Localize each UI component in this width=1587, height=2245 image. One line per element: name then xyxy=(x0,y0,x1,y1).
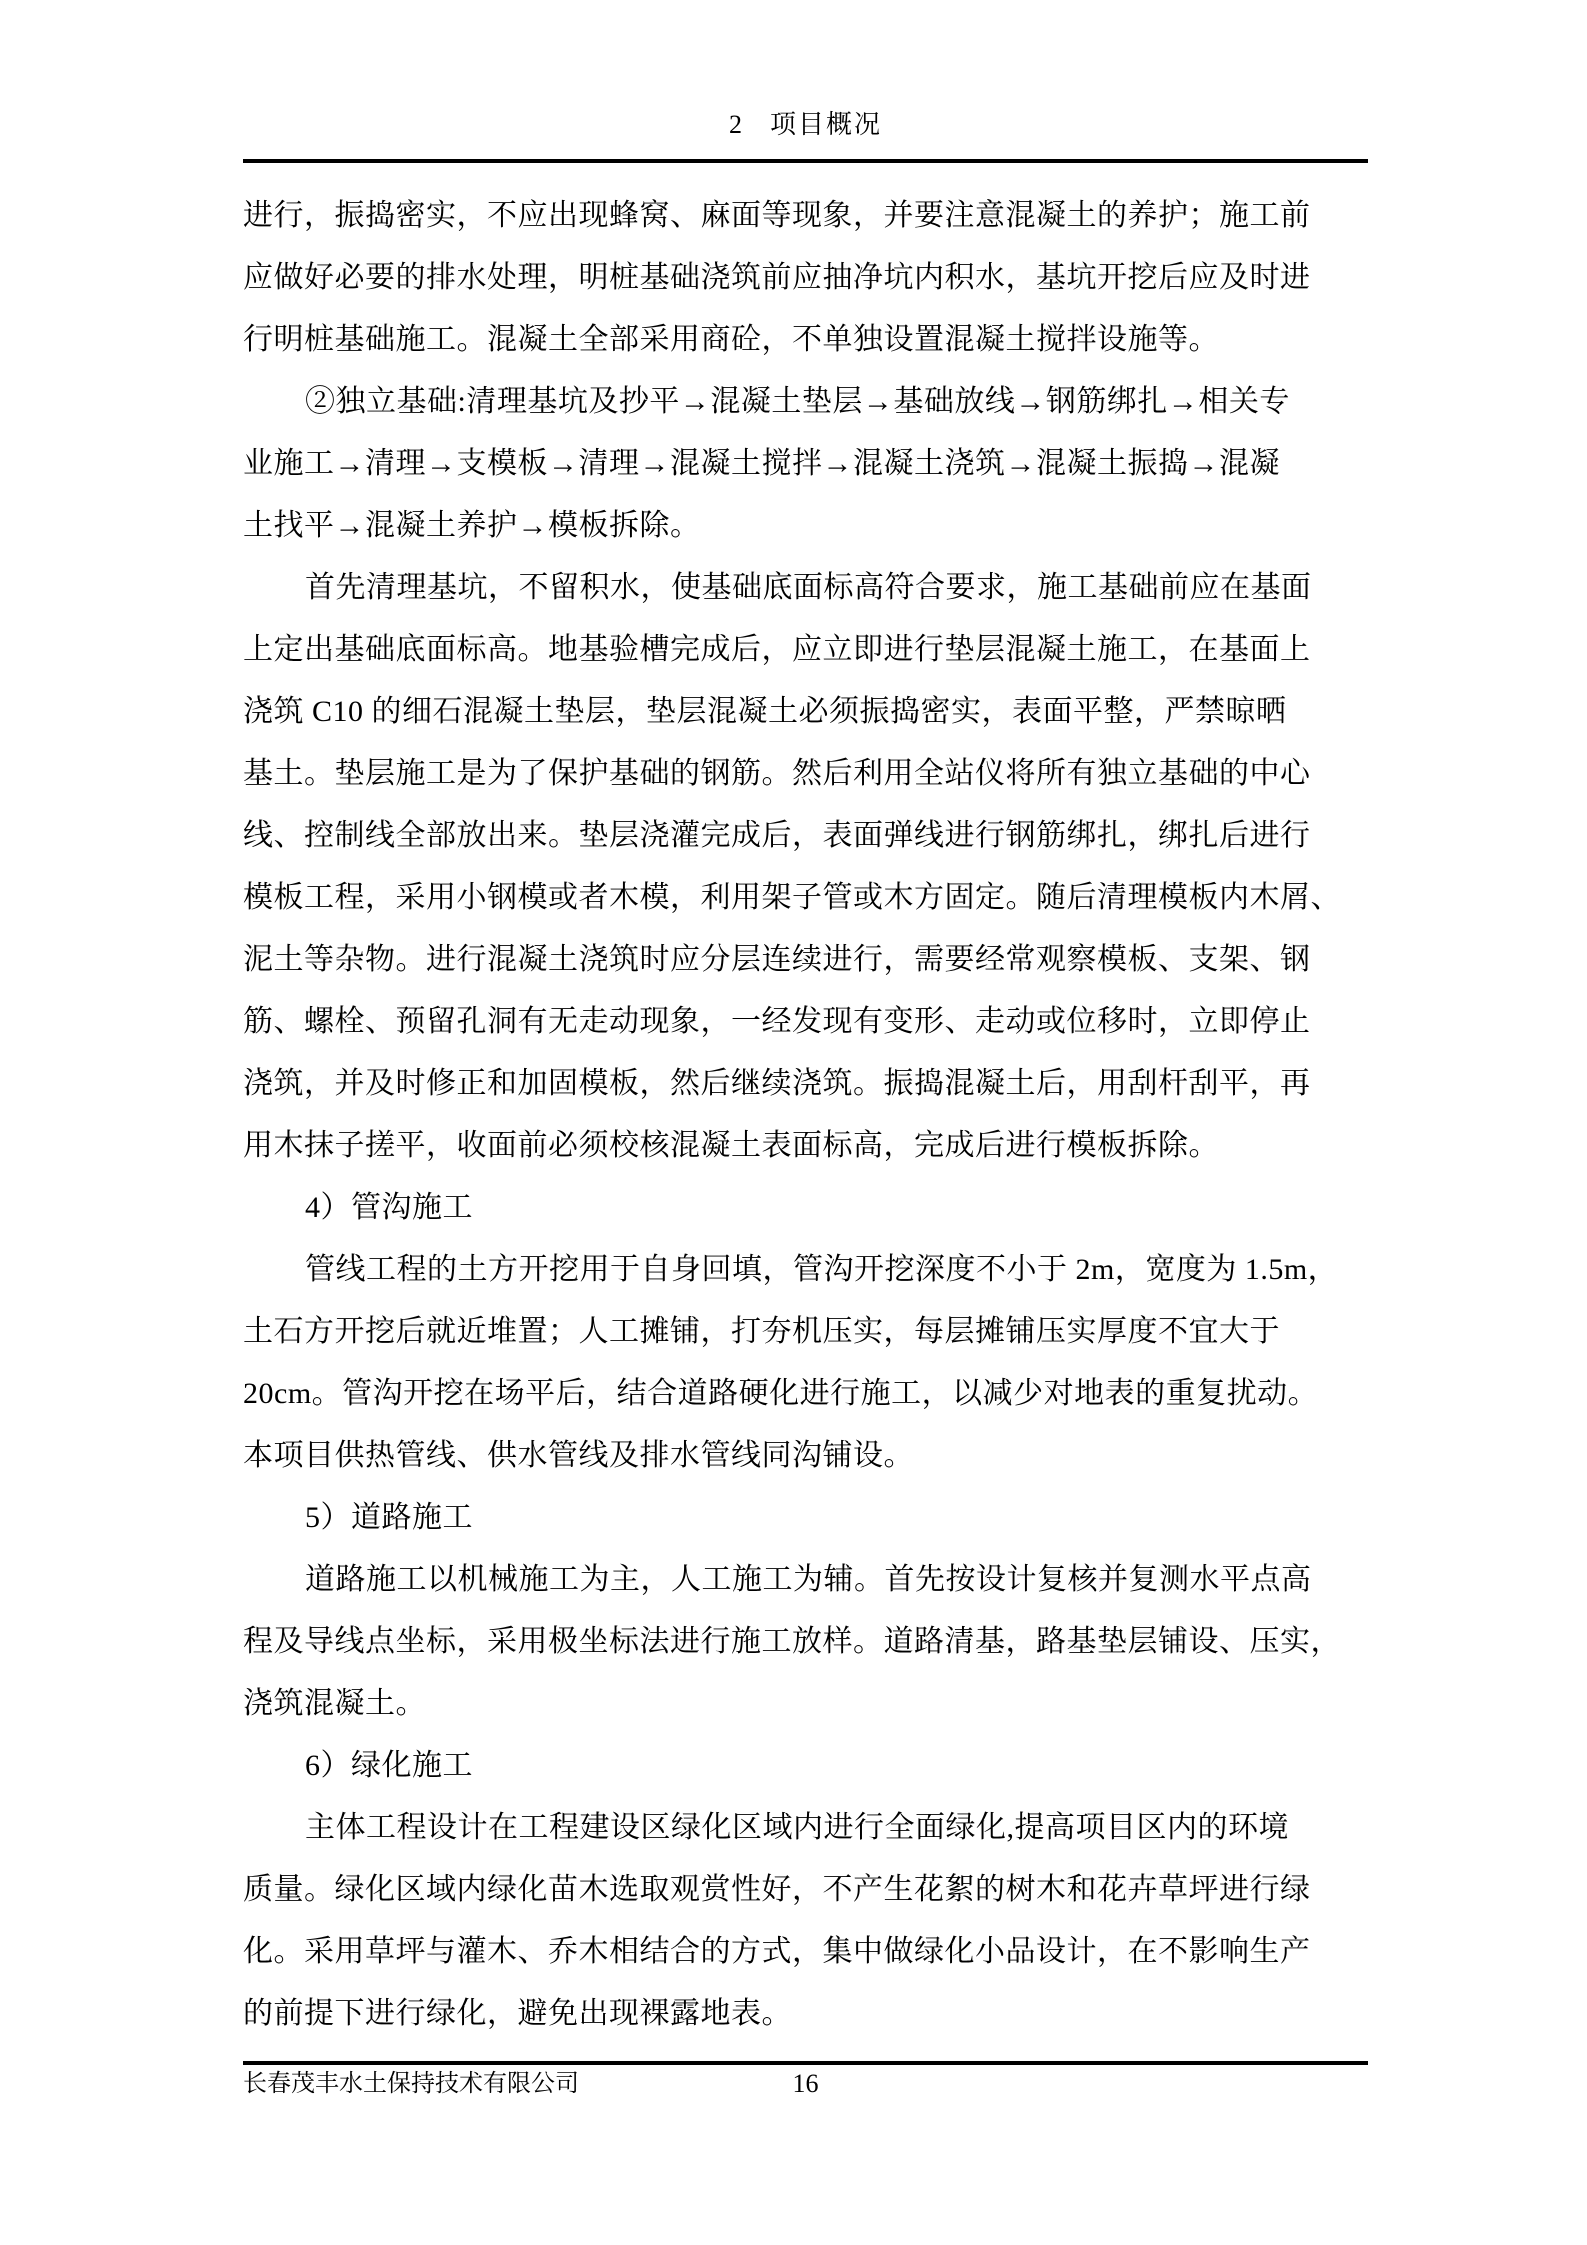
footer-company-name: 长春茂丰水土保持技术有限公司 xyxy=(243,2071,579,2097)
body-line: 模板工程，采用小钢模或者木模，利用架子管或木方固定。随后清理模板内木屑、 xyxy=(243,881,1341,914)
body-heading-6: 6）绿化施工 xyxy=(305,1749,473,1782)
body-line: 20cm。管沟开挖在场平后，结合道路硬化进行施工，以减少对地表的重复扰动。 xyxy=(243,1377,1319,1410)
body-line: 行明桩基础施工。混凝土全部采用商砼，不单独设置混凝土搅拌设施等。 xyxy=(243,323,1219,356)
body-line: 土石方开挖后就近堆置；人工摊铺，打夯机压实，每层摊铺压实厚度不宜大于 xyxy=(243,1315,1280,1348)
body-line: 应做好必要的排水处理，明桩基础浇筑前应抽净坑内积水，基坑开挖后应及时进 xyxy=(243,261,1311,294)
body-line: 道路施工以机械施工为主，人工施工为辅。首先按设计复核并复测水平点高 xyxy=(305,1563,1312,1596)
body-line: 浇筑，并及时修正和加固模板，然后继续浇筑。振捣混凝土后，用刮杆刮平，再 xyxy=(243,1067,1311,1100)
header-section-number: 2 xyxy=(728,110,744,139)
body-line: 筋、螺栓、预留孔洞有无走动现象，一经发现有变形、走动或位移时，立即停止 xyxy=(243,1005,1311,1038)
body-line: 泥土等杂物。进行混凝土浇筑时应分层连续进行，需要经常观察模板、支架、钢 xyxy=(243,943,1311,976)
body-line: 土找平→混凝土养护→模板拆除。 xyxy=(243,509,701,542)
body-line: 浇筑混凝土。 xyxy=(243,1687,426,1720)
body-line: 化。采用草坪与灌木、乔木相结合的方式，集中做绿化小品设计，在不影响生产 xyxy=(243,1935,1311,1968)
body-line: 程及导线点坐标，采用极坐标法进行施工放样。道路清基，路基垫层铺设、压实， xyxy=(243,1625,1341,1658)
body-line: 进行，振捣密实，不应出现蜂窝、麻面等现象，并要注意混凝土的养护；施工前 xyxy=(243,199,1311,232)
footer-rule xyxy=(243,2061,1368,2065)
header-rule xyxy=(243,159,1368,163)
body-line: 管线工程的土方开挖用于自身回填，管沟开挖深度不小于 2m，宽度为 1.5m， xyxy=(305,1253,1339,1286)
body-line: 基土。垫层施工是为了保护基础的钢筋。然后利用全站仪将所有独立基础的中心 xyxy=(243,757,1311,790)
body-heading-5: 5）道路施工 xyxy=(305,1501,473,1534)
page-footer xyxy=(243,2066,1368,2102)
body-line: ②独立基础:清理基坑及抄平→混凝土垫层→基础放线→钢筋绑扎→相关专 xyxy=(305,385,1290,418)
body-line: 浇筑 C10 的细石混凝土垫层，垫层混凝土必须振捣密实，表面平整，严禁晾晒 xyxy=(243,695,1287,728)
body-line: 本项目供热管线、供水管线及排水管线同沟铺设。 xyxy=(243,1439,914,1472)
body-line: 线、控制线全部放出来。垫层浇灌完成后，表面弹线进行钢筋绑扎，绑扎后进行 xyxy=(243,819,1311,852)
header-section-title: 项目概况 xyxy=(769,110,882,139)
body-line: 首先清理基坑，不留积水，使基础底面标高符合要求，施工基础前应在基面 xyxy=(305,571,1312,604)
body-line: 主体工程设计在工程建设区绿化区域内进行全面绿化,提高项目区内的环境 xyxy=(305,1811,1289,1844)
footer-page-number: 16 xyxy=(792,2069,819,2098)
body-heading-4: 4）管沟施工 xyxy=(305,1191,473,1224)
body-line: 的前提下进行绿化，避免出现裸露地表。 xyxy=(243,1997,792,2030)
body-line: 业施工→清理→支模板→清理→混凝土搅拌→混凝土浇筑→混凝土振捣→混凝 xyxy=(243,447,1280,480)
page-header xyxy=(243,105,1368,145)
body-line: 质量。绿化区域内绿化苗木选取观赏性好，不产生花絮的树木和花卉草坪进行绿 xyxy=(243,1873,1311,1906)
document-body xyxy=(243,185,1368,2045)
body-line: 用木抹子搓平，收面前必须校核混凝土表面标高，完成后进行模板拆除。 xyxy=(243,1129,1219,1162)
body-line: 上定出基础底面标高。地基验槽完成后，应立即进行垫层混凝土施工，在基面上 xyxy=(243,633,1311,666)
